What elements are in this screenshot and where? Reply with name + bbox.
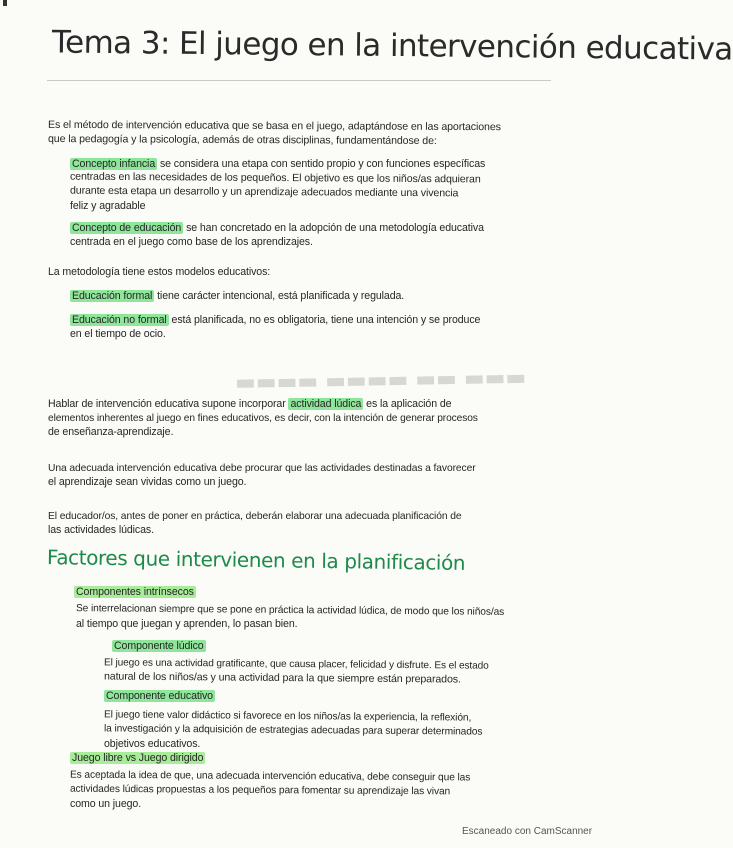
concepto-educacion-text: se han concretado en la adopción de una metodología educativa [186, 222, 484, 234]
educacion-no-formal-label: Educación no formal [72, 314, 167, 326]
componentes-intrinsecos-label-line [74, 586, 196, 599]
concepto-infancia-label: Concepto infancia [72, 158, 156, 170]
componente-educativo-line-3: objetivos educativos. [104, 738, 201, 750]
juego-libre-label: Juego libre vs Juego dirigido [72, 752, 204, 764]
title-underline [47, 80, 551, 81]
componentes-intrinsecos-line-1: Se interrelacionan siempre que se pone en práctica la actividad lúdica, de modo que los niños/as [75, 603, 505, 618]
concepto-infancia-text: se considera una etapa con sentido propio y con funciones específicas [159, 158, 486, 170]
educacion-formal-label: Educación formal [72, 290, 153, 302]
concepto-infancia-line-4: feliz y agradable [70, 200, 146, 212]
componente-educativo-line-2: la investigación y la adquisición de estrategias adecuadas para superar determinados [103, 723, 483, 738]
page-title: Tema 3: El juego en la intervención educativa [51, 24, 733, 68]
concepto-infancia-line-1 [70, 158, 485, 171]
componentes-intrinsecos-label: Componentes intrínsecos [76, 586, 194, 598]
metodologia-line: La metodología tiene estos modelos educativos: [48, 266, 271, 278]
factores-heading: Factores que intervienen en la planificación [46, 545, 466, 575]
juego-libre-line-2: actividades lúdicas propuestas a los pequeños para fomentar su aprendizaje las vivan [69, 783, 451, 798]
scan-corner-mark [3, 0, 7, 6]
concepto-infancia-line-3: durante esta etapa un desarrollo y un aprendizaje adecuados mediante una vivencia [69, 184, 459, 200]
hablar-post: es la aplicación de [366, 398, 452, 410]
hablar-pre: Hablar de intervención educativa supone incorporar [48, 398, 286, 410]
componente-ludico-line-2: natural de los niños/as y una actividad para la que siempre están preparados. [103, 670, 461, 686]
intro-line-1: Es el método de intervención educativa que se basa en el juego, adaptándose en las aportaciones [47, 118, 501, 134]
componente-educativo-label-line [104, 690, 215, 703]
actividad-ludica-highlight: actividad lúdica [290, 398, 362, 410]
adecuada-line-1: Una adecuada intervención educativa debe procurar que las actividades destinadas a favorecer [48, 463, 476, 474]
hablar-line-3: de enseñanza-aprendizaje. [48, 426, 174, 438]
educacion-no-formal-line-1 [70, 314, 480, 327]
juego-libre-label-line [70, 752, 205, 765]
concepto-educacion-line-1 [70, 222, 484, 235]
componentes-intrinsecos-line-2: al tiempo que juegan y aprenden, lo pasan bien. [76, 618, 298, 630]
hablar-line-2: elementos inherentes al juego en fines educativos, es decir, con la intención de generar procesos [48, 413, 478, 424]
juego-libre-line-3: como un juego. [70, 798, 142, 810]
juego-libre-line-1: Es aceptada la idea de que, una adecuada intervención educativa, debe conseguir que las [69, 769, 471, 784]
educador-line-2: las actividades lúdicas. [48, 524, 154, 536]
educador-line-1: El educador/os, antes de poner en práctica, deberán elaborar una adecuada planificación de [48, 511, 462, 522]
componente-educativo-label: Componente educativo [106, 690, 213, 702]
hablar-line-1 [48, 398, 451, 411]
educacion-formal-line [70, 290, 404, 303]
componente-ludico-label-line [112, 640, 206, 653]
educacion-formal-text: tiene carácter intencional, está planificada y regulada. [157, 290, 405, 302]
bleed-through-text: ▬▬▬▬ ▬▬▬▬ ▬▬ ▬▬▬ [234, 365, 527, 396]
educacion-no-formal-text: está planificada, no es obligatoria, tiene una intención y se produce [171, 314, 481, 326]
camscanner-watermark: Escaneado con CamScanner [462, 826, 593, 837]
concepto-infancia-line-2: centradas en las necesidades de los pequeños. El objetivo es que los niños/as adquieran [69, 170, 481, 186]
componente-ludico-label: Componente lúdico [114, 640, 204, 652]
concepto-educacion-label: Concepto de educación [72, 222, 182, 234]
componente-educativo-line-1: El juego tiene valor didáctico si favorece en los niños/as la experiencia, la reflexión, [103, 709, 472, 724]
intro-line-2: que la pedagogía y la psicología, además de otras disciplinas, fundamentándose de: [47, 132, 437, 148]
concepto-educacion-line-2: centrada en el juego como base de los aprendizajes. [70, 236, 313, 248]
adecuada-line-2: el aprendizaje sean vividas como un juego. [48, 476, 247, 488]
educacion-no-formal-line-2: en el tiempo de ocio. [70, 328, 166, 340]
componente-ludico-line-1: El juego es una actividad gratificante, que causa placer, felicidad y disfrute. Es el estado [103, 657, 489, 672]
